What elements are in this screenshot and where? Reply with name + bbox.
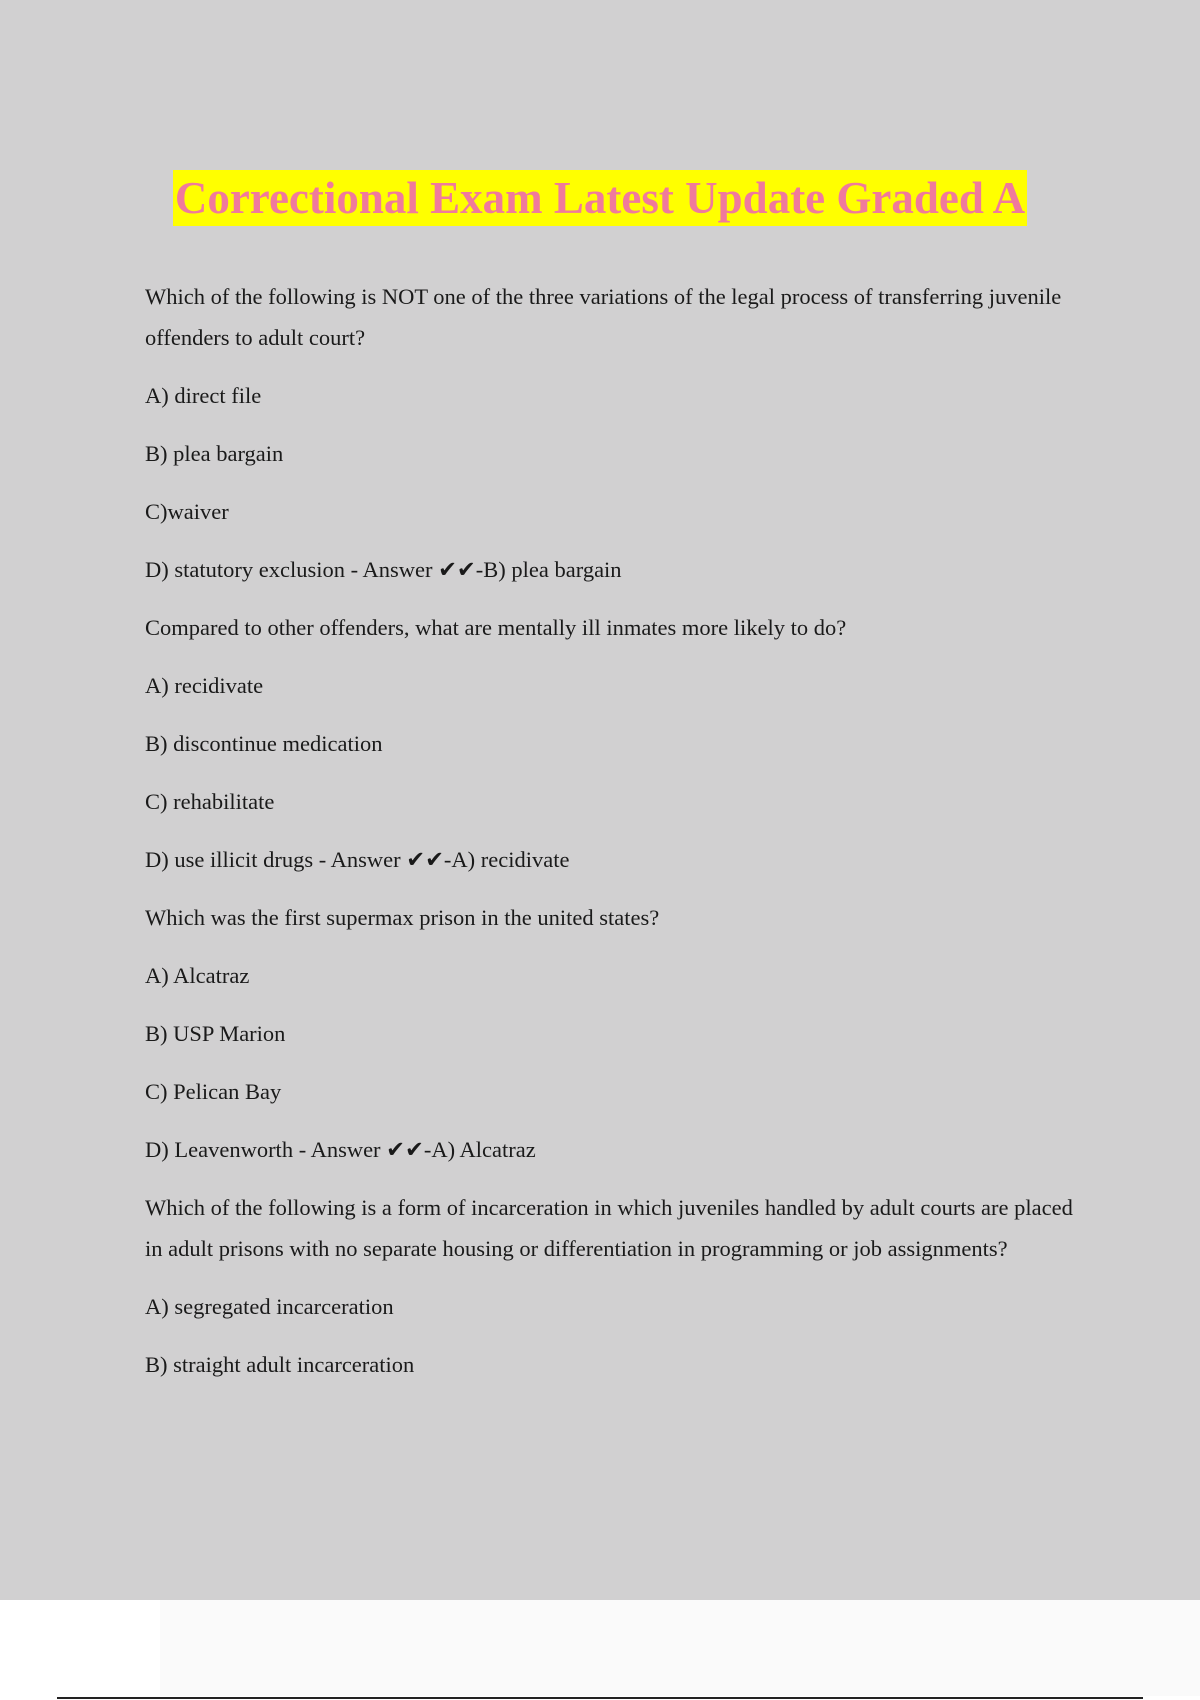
- question-text: Compared to other offenders, what are mentally ill inmates more likely to do?: [145, 615, 847, 640]
- question-text: Which of the following is a form of incarceration in which juveniles handled by adult courts are placed in adult prisons with no separate housing or differentiation in programming or job assignments?: [145, 1195, 1073, 1261]
- document-content: [145, 276, 1085, 1402]
- answer-option: B) USP Marion: [145, 1021, 286, 1046]
- answer-option-with-answer: D) statutory exclusion - Answer ✔✔-B) plea bargain: [145, 557, 622, 582]
- answer-option: A) recidivate: [145, 673, 264, 698]
- question-text: Which was the first supermax prison in the united states?: [145, 905, 660, 930]
- answer-option: B) straight adult incarceration: [145, 1352, 415, 1377]
- answer-option: A) segregated incarceration: [145, 1294, 394, 1319]
- next-page-top-rule: [57, 1697, 1143, 1699]
- page-gap: [160, 1600, 1200, 1696]
- answer-option: B) discontinue medication: [145, 731, 383, 756]
- answer-option: C) Pelican Bay: [145, 1079, 282, 1104]
- question-text: Which of the following is NOT one of the three variations of the legal process of transferring juvenile offenders to adult court?: [145, 284, 1062, 350]
- answer-option-with-answer: D) use illicit drugs - Answer ✔✔-A) recidivate: [145, 847, 570, 872]
- answer-option: C)waiver: [145, 499, 229, 524]
- answer-option: B) plea bargain: [145, 441, 284, 466]
- document-title: Correctional Exam Latest Update Graded A: [173, 170, 1027, 226]
- answer-option: C) rehabilitate: [145, 789, 275, 814]
- answer-option: A) Alcatraz: [145, 963, 250, 988]
- answer-option-with-answer: D) Leavenworth - Answer ✔✔-A) Alcatraz: [145, 1137, 536, 1162]
- answer-option: A) direct file: [145, 383, 262, 408]
- title-wrapper: [0, 170, 1200, 226]
